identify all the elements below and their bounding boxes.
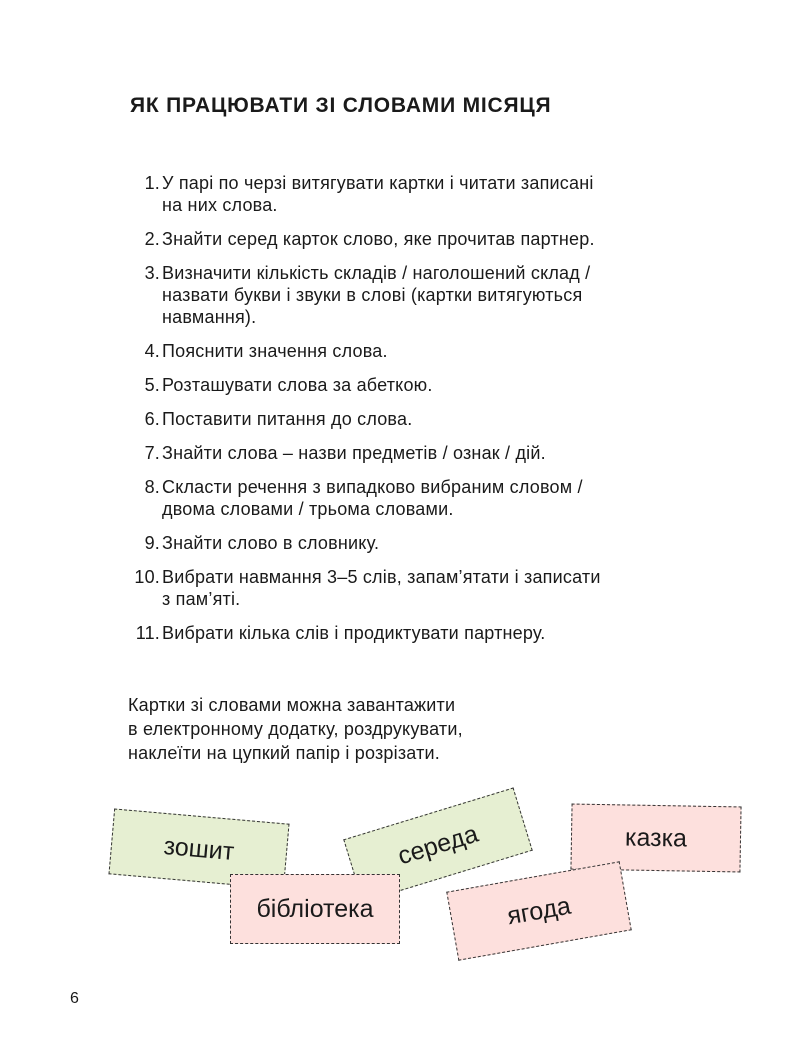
step-number: 1. [144,173,160,193]
step-text-line: Знайти слова – назви предметів / ознак / дій. [162,443,546,463]
step-text-line: Вибрати навмання 3–5 слів, запам’ятати і записати [162,567,601,587]
instruction-list [128,172,688,656]
step-text-line: Знайти слово в словнику. [162,533,380,553]
word-card-zoshyt: зошит [108,808,289,889]
step-text-line: Поставити питання до слова. [162,409,413,429]
step-text-line: з пам’яті. [162,589,241,609]
note-line: в електронному додатку, роздрукувати, [128,719,463,739]
word-card-yahoda: ягода [446,861,631,960]
step-number: 8. [144,477,160,497]
instruction-step-10 [128,566,688,610]
step-text-line: на них слова. [162,195,278,215]
word-card-sereda: середа [343,787,533,902]
page-number: 6 [70,990,79,1007]
instruction-step-2 [128,228,688,250]
download-note [128,693,548,765]
page-title: ЯК ПРАЦЮВАТИ ЗІ СЛОВАМИ МІСЯЦЯ [130,94,552,117]
step-text-line: Визначити кількість складів / наголошений склад / [162,263,591,283]
instruction-step-6 [128,408,688,430]
instruction-step-8 [128,476,688,520]
step-text-line: Пояснити значення слова. [162,341,388,361]
instruction-step-7 [128,442,688,464]
word-card-biblioteka: бібліотека [230,874,400,944]
instruction-step-4 [128,340,688,362]
step-number: 11. [135,623,160,643]
step-text-line: Скласти речення з випадково вибраним словом / [162,477,583,497]
step-number: 7. [144,443,160,463]
note-line: наклеїти на цупкий папір і розрізати. [128,743,441,763]
step-text-line: навмання). [162,307,257,327]
step-text-line: Розташувати слова за абеткою. [162,375,433,395]
step-number: 2. [144,229,160,249]
step-text-line: двома словами / трьома словами. [162,499,454,519]
step-number: 5. [144,375,160,395]
step-number: 4. [144,341,160,361]
step-text-line: назвати букви і звуки в слові (картки витягуються [162,285,583,305]
instruction-step-9 [128,532,688,554]
instruction-step-11 [128,622,688,644]
step-number: 9. [144,533,160,553]
step-text-line: Знайти серед карток слово, яке прочитав партнер. [162,229,595,249]
step-number: 10. [134,567,160,587]
step-text-line: Вибрати кілька слів і продиктувати партнеру. [162,623,546,643]
instruction-step-3 [128,262,688,328]
step-number: 3. [144,263,160,283]
step-text-line: У парі по черзі витягувати картки і читати записані [162,173,594,193]
instruction-step-1 [128,172,688,216]
instruction-step-5 [128,374,688,396]
note-line: Картки зі словами можна завантажити [128,695,456,715]
step-number: 6. [144,409,160,429]
word-card-kazka: казка [570,804,741,873]
